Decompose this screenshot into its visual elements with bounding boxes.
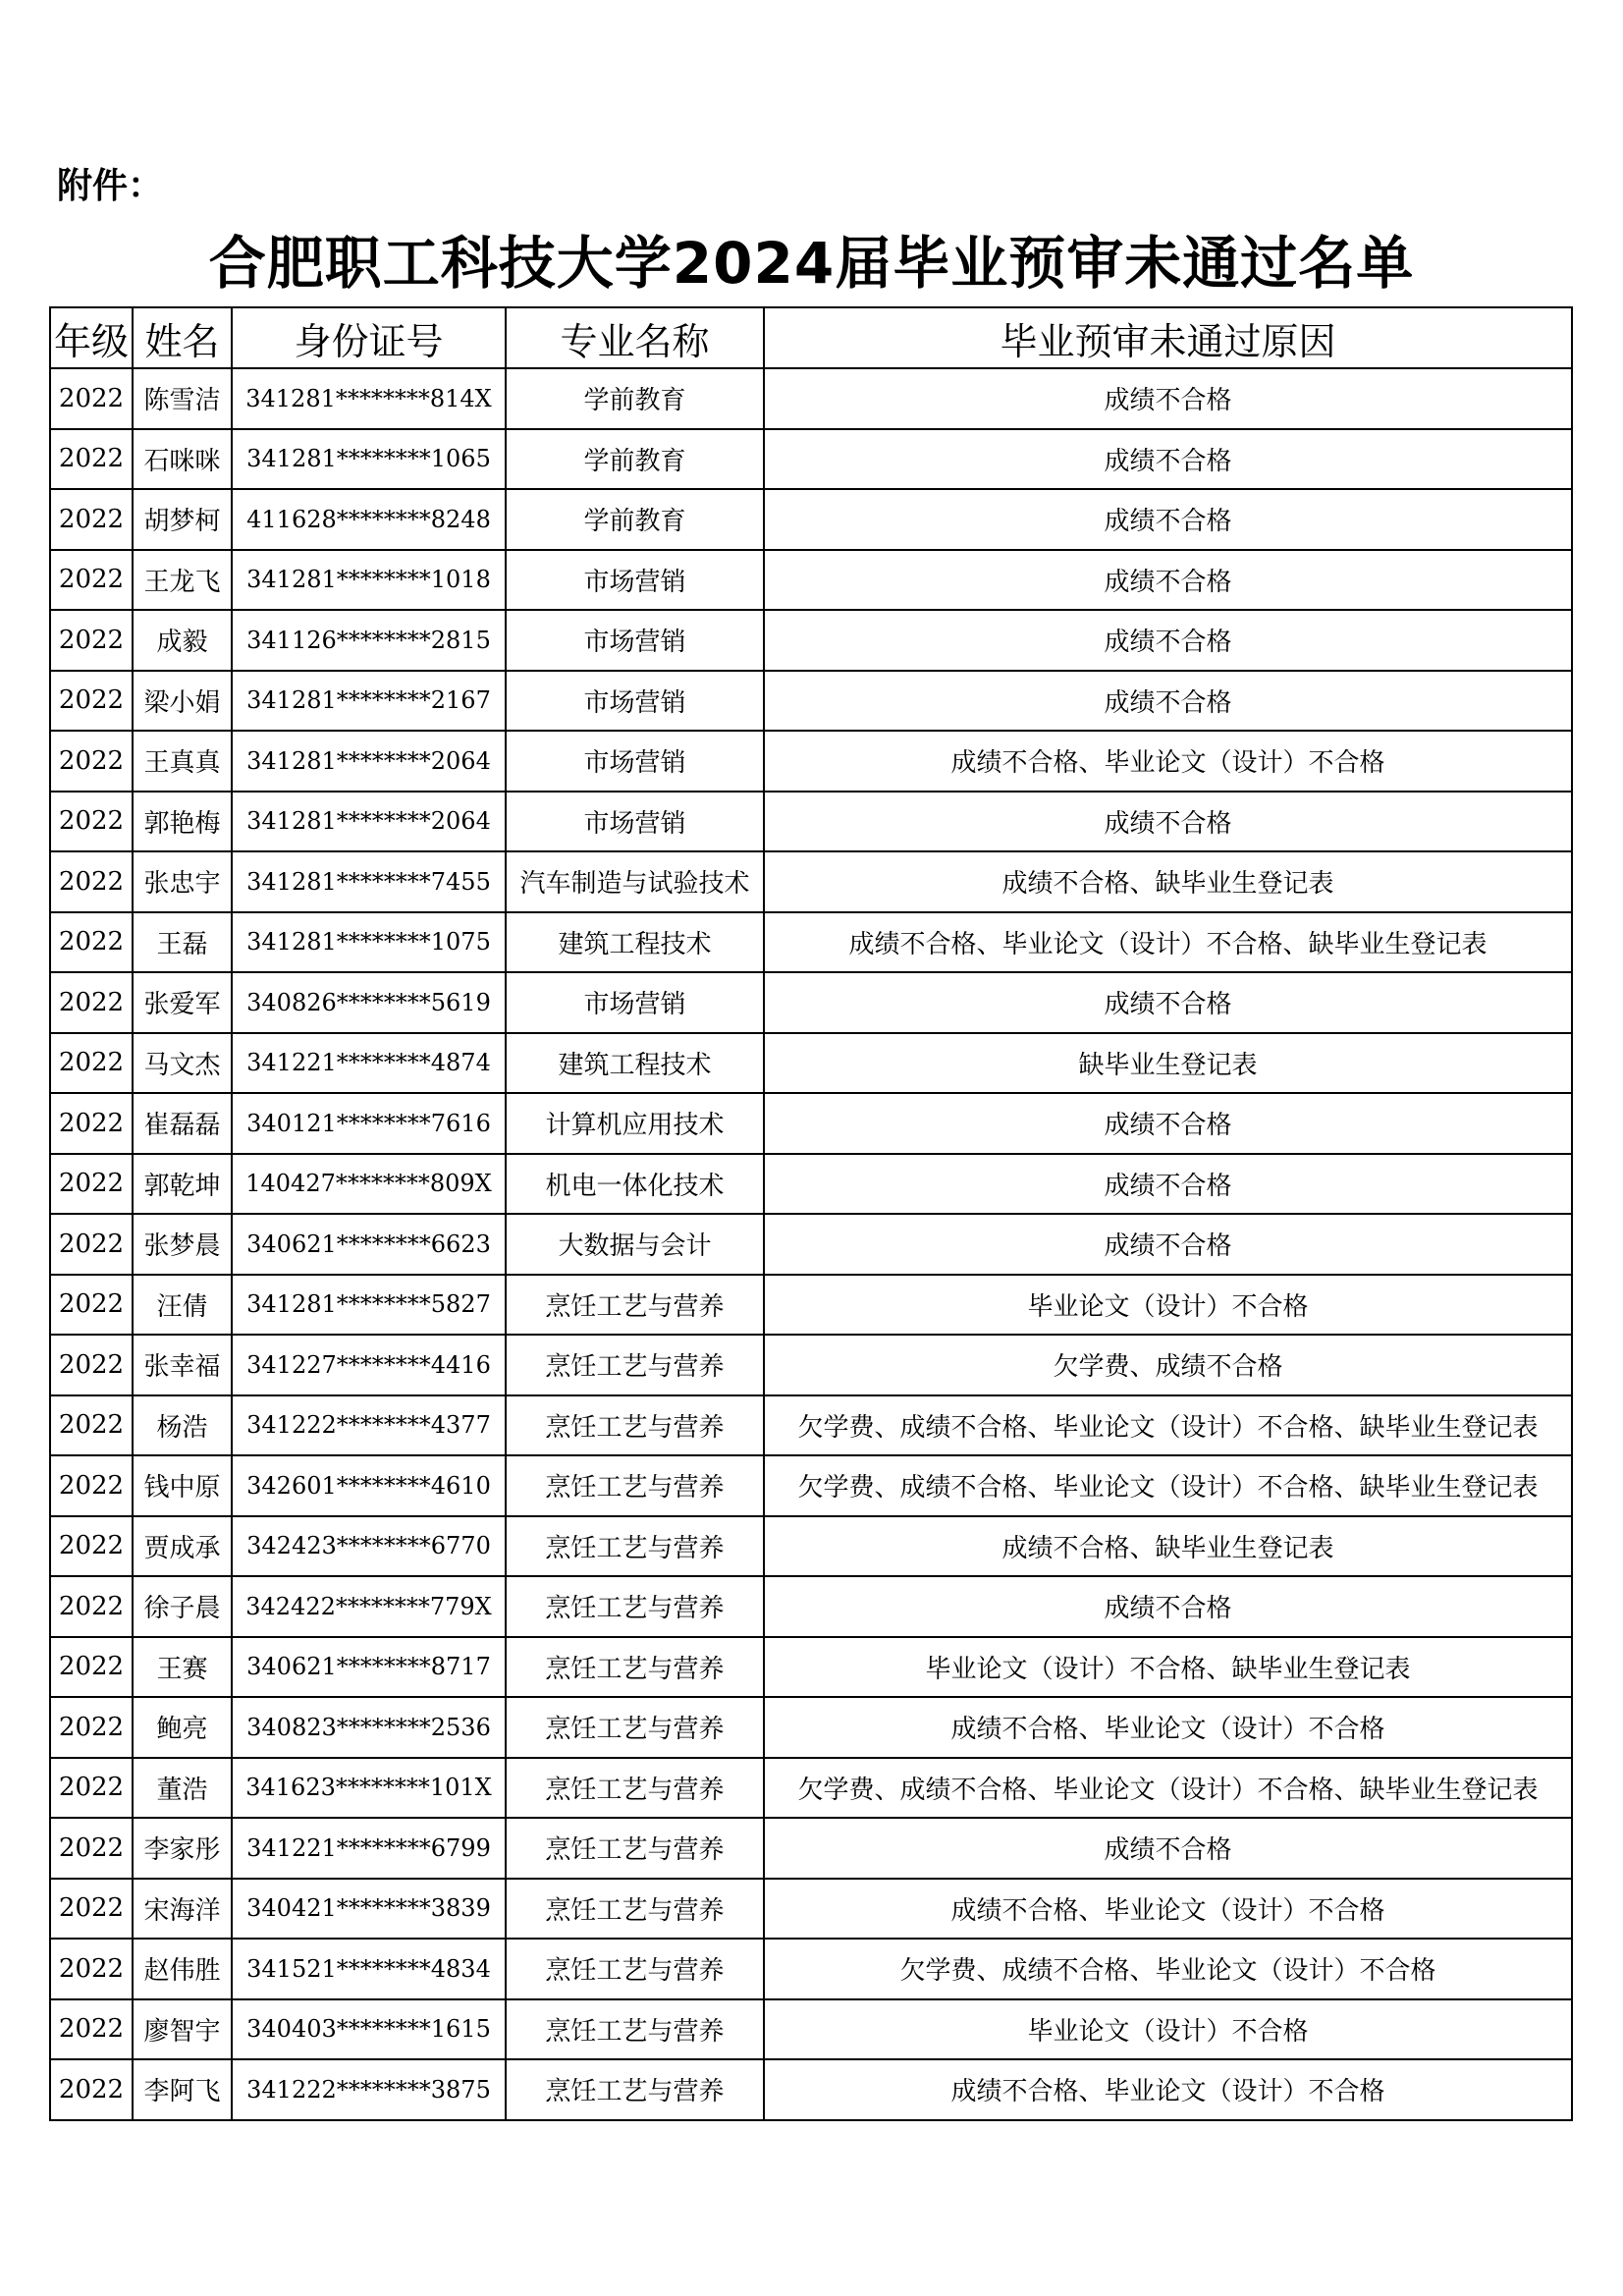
cell-reason: 欠学费、成绩不合格、毕业论文（设计）不合格、缺毕业生登记表	[764, 1395, 1572, 1456]
table-row	[50, 1516, 1572, 1577]
column-header-reason: 毕业预审未通过原因	[764, 307, 1572, 368]
cell-id-number: 341281********1018	[232, 550, 506, 611]
table-row	[50, 1093, 1572, 1154]
cell-reason: 成绩不合格、毕业论文（设计）不合格	[764, 1879, 1572, 1940]
cell-name: 张梦晨	[133, 1214, 232, 1275]
cell-reason: 成绩不合格	[764, 1093, 1572, 1154]
cell-grade: 2022	[50, 1395, 133, 1456]
cell-reason: 成绩不合格、缺毕业生登记表	[764, 851, 1572, 912]
cell-reason: 成绩不合格	[764, 429, 1572, 490]
cell-grade: 2022	[50, 1697, 133, 1758]
table-row	[50, 489, 1572, 550]
cell-name: 董浩	[133, 1758, 232, 1819]
cell-grade: 2022	[50, 610, 133, 671]
cell-grade: 2022	[50, 972, 133, 1033]
cell-grade: 2022	[50, 429, 133, 490]
cell-major: 学前教育	[506, 368, 764, 429]
cell-name: 王真真	[133, 731, 232, 792]
cell-name: 张忠宇	[133, 851, 232, 912]
cell-reason: 欠学费、成绩不合格、毕业论文（设计）不合格	[764, 1939, 1572, 1999]
cell-name: 马文杰	[133, 1033, 232, 1094]
cell-reason: 成绩不合格	[764, 671, 1572, 732]
table-row	[50, 1275, 1572, 1336]
cell-major: 烹饪工艺与营养	[506, 1455, 764, 1516]
cell-grade: 2022	[50, 1758, 133, 1819]
cell-major: 机电一体化技术	[506, 1154, 764, 1215]
table-row	[50, 851, 1572, 912]
cell-grade: 2022	[50, 2059, 133, 2120]
table-row	[50, 972, 1572, 1033]
cell-id-number: 341222********4377	[232, 1395, 506, 1456]
cell-id-number: 140427********809X	[232, 1154, 506, 1215]
cell-reason: 成绩不合格	[764, 550, 1572, 611]
cell-grade: 2022	[50, 851, 133, 912]
cell-reason: 成绩不合格、毕业论文（设计）不合格	[764, 2059, 1572, 2120]
cell-name: 李阿飞	[133, 2059, 232, 2120]
cell-id-number: 341281********7455	[232, 851, 506, 912]
cell-reason: 成绩不合格、毕业论文（设计）不合格	[764, 731, 1572, 792]
cell-major: 市场营销	[506, 671, 764, 732]
cell-name: 徐子晨	[133, 1576, 232, 1637]
cell-id-number: 340121********7616	[232, 1093, 506, 1154]
cell-reason: 成绩不合格	[764, 1154, 1572, 1215]
failed-students-table	[49, 306, 1573, 2121]
cell-reason: 成绩不合格	[764, 792, 1572, 852]
cell-grade: 2022	[50, 1879, 133, 1940]
cell-name: 郭乾坤	[133, 1154, 232, 1215]
table-row	[50, 792, 1572, 852]
cell-name: 成毅	[133, 610, 232, 671]
document-title: 合肥职工科技大学2024届毕业预审未通过名单	[208, 230, 1415, 297]
cell-reason: 成绩不合格、缺毕业生登记表	[764, 1516, 1572, 1577]
table-row	[50, 1335, 1572, 1395]
cell-major: 烹饪工艺与营养	[506, 1275, 764, 1336]
cell-reason: 成绩不合格	[764, 489, 1572, 550]
cell-reason: 缺毕业生登记表	[764, 1033, 1572, 1094]
cell-id-number: 341281********5827	[232, 1275, 506, 1336]
cell-name: 钱中原	[133, 1455, 232, 1516]
cell-major: 市场营销	[506, 610, 764, 671]
cell-name: 石咪咪	[133, 429, 232, 490]
table-header-row	[50, 307, 1572, 368]
column-header-name: 姓名	[133, 307, 232, 368]
table-row	[50, 2059, 1572, 2120]
cell-major: 大数据与会计	[506, 1214, 764, 1275]
cell-reason: 成绩不合格	[764, 1818, 1572, 1879]
cell-grade: 2022	[50, 1093, 133, 1154]
table-row	[50, 1758, 1572, 1819]
table-row	[50, 1455, 1572, 1516]
cell-reason: 成绩不合格	[764, 1214, 1572, 1275]
cell-id-number: 341281********814X	[232, 368, 506, 429]
cell-major: 烹饪工艺与营养	[506, 1637, 764, 1698]
cell-id-number: 341521********4834	[232, 1939, 506, 1999]
cell-reason: 成绩不合格	[764, 1576, 1572, 1637]
cell-id-number: 340621********8717	[232, 1637, 506, 1698]
cell-major: 烹饪工艺与营养	[506, 1758, 764, 1819]
cell-grade: 2022	[50, 1939, 133, 1999]
cell-name: 廖智宇	[133, 1999, 232, 2060]
cell-major: 汽车制造与试验技术	[506, 851, 764, 912]
cell-id-number: 340621********6623	[232, 1214, 506, 1275]
cell-major: 建筑工程技术	[506, 912, 764, 973]
cell-name: 张幸福	[133, 1335, 232, 1395]
column-header-grade: 年级	[50, 307, 133, 368]
cell-major: 烹饪工艺与营养	[506, 1879, 764, 1940]
cell-major: 市场营销	[506, 731, 764, 792]
cell-reason: 成绩不合格	[764, 368, 1572, 429]
cell-id-number: 340421********3839	[232, 1879, 506, 1940]
cell-reason: 成绩不合格、毕业论文（设计）不合格、缺毕业生登记表	[764, 912, 1572, 973]
cell-id-number: 341221********4874	[232, 1033, 506, 1094]
cell-name: 宋海洋	[133, 1879, 232, 1940]
cell-major: 烹饪工艺与营养	[506, 1395, 764, 1456]
cell-grade: 2022	[50, 792, 133, 852]
cell-id-number: 342423********6770	[232, 1516, 506, 1577]
cell-major: 市场营销	[506, 792, 764, 852]
cell-name: 陈雪洁	[133, 368, 232, 429]
table-row	[50, 1033, 1572, 1094]
cell-reason: 毕业论文（设计）不合格、缺毕业生登记表	[764, 1637, 1572, 1698]
cell-reason: 毕业论文（设计）不合格	[764, 1999, 1572, 2060]
table-body	[50, 368, 1572, 2120]
cell-reason: 成绩不合格、毕业论文（设计）不合格	[764, 1697, 1572, 1758]
table-row	[50, 1395, 1572, 1456]
table-row	[50, 1637, 1572, 1698]
table-row	[50, 1697, 1572, 1758]
table-row	[50, 1576, 1572, 1637]
cell-name: 赵伟胜	[133, 1939, 232, 1999]
cell-id-number: 341221********6799	[232, 1818, 506, 1879]
cell-grade: 2022	[50, 1275, 133, 1336]
cell-grade: 2022	[50, 550, 133, 611]
column-header-major: 专业名称	[506, 307, 764, 368]
cell-major: 学前教育	[506, 489, 764, 550]
cell-name: 王赛	[133, 1637, 232, 1698]
cell-id-number: 411628********8248	[232, 489, 506, 550]
cell-grade: 2022	[50, 912, 133, 973]
table-row	[50, 1999, 1572, 2060]
cell-name: 李家彤	[133, 1818, 232, 1879]
cell-name: 郭艳梅	[133, 792, 232, 852]
cell-major: 烹饪工艺与营养	[506, 1516, 764, 1577]
cell-grade: 2022	[50, 1154, 133, 1215]
cell-id-number: 341222********3875	[232, 2059, 506, 2120]
cell-grade: 2022	[50, 1999, 133, 2060]
column-header-id-number: 身份证号	[232, 307, 506, 368]
cell-reason: 毕业论文（设计）不合格	[764, 1275, 1572, 1336]
cell-major: 烹饪工艺与营养	[506, 1335, 764, 1395]
cell-name: 张爱军	[133, 972, 232, 1033]
table-row	[50, 1154, 1572, 1215]
table-row	[50, 1879, 1572, 1940]
table-row	[50, 671, 1572, 732]
cell-reason: 成绩不合格	[764, 610, 1572, 671]
cell-major: 烹饪工艺与营养	[506, 2059, 764, 2120]
cell-name: 王龙飞	[133, 550, 232, 611]
cell-reason: 欠学费、成绩不合格、毕业论文（设计）不合格、缺毕业生登记表	[764, 1758, 1572, 1819]
cell-id-number: 341227********4416	[232, 1335, 506, 1395]
cell-id-number: 341281********1075	[232, 912, 506, 973]
cell-id-number: 341126********2815	[232, 610, 506, 671]
cell-id-number: 340823********2536	[232, 1697, 506, 1758]
cell-name: 崔磊磊	[133, 1093, 232, 1154]
table-row	[50, 610, 1572, 671]
cell-grade: 2022	[50, 1576, 133, 1637]
cell-name: 王磊	[133, 912, 232, 973]
cell-name: 鲍亮	[133, 1697, 232, 1758]
cell-grade: 2022	[50, 1516, 133, 1577]
cell-name: 梁小娟	[133, 671, 232, 732]
table-row	[50, 1214, 1572, 1275]
cell-id-number: 342422********779X	[232, 1576, 506, 1637]
cell-id-number: 342601********4610	[232, 1455, 506, 1516]
cell-grade: 2022	[50, 1214, 133, 1275]
cell-name: 汪倩	[133, 1275, 232, 1336]
cell-grade: 2022	[50, 731, 133, 792]
cell-major: 烹饪工艺与营养	[506, 1697, 764, 1758]
cell-grade: 2022	[50, 1637, 133, 1698]
cell-name: 贾成承	[133, 1516, 232, 1577]
cell-major: 学前教育	[506, 429, 764, 490]
cell-id-number: 340403********1615	[232, 1999, 506, 2060]
attachment-label: 附件：	[57, 166, 164, 206]
cell-id-number: 340826********5619	[232, 972, 506, 1033]
cell-grade: 2022	[50, 368, 133, 429]
cell-id-number: 341281********2167	[232, 671, 506, 732]
table-row	[50, 1939, 1572, 1999]
cell-grade: 2022	[50, 1335, 133, 1395]
cell-major: 建筑工程技术	[506, 1033, 764, 1094]
cell-major: 烹饪工艺与营养	[506, 1576, 764, 1637]
cell-grade: 2022	[50, 1818, 133, 1879]
table-row	[50, 731, 1572, 792]
cell-major: 烹饪工艺与营养	[506, 1939, 764, 1999]
cell-major: 烹饪工艺与营养	[506, 1999, 764, 2060]
cell-grade: 2022	[50, 1455, 133, 1516]
cell-reason: 欠学费、成绩不合格	[764, 1335, 1572, 1395]
cell-id-number: 341281********2064	[232, 792, 506, 852]
cell-id-number: 341623********101X	[232, 1758, 506, 1819]
table-row	[50, 1818, 1572, 1879]
cell-name: 胡梦柯	[133, 489, 232, 550]
table-row	[50, 550, 1572, 611]
cell-major: 市场营销	[506, 972, 764, 1033]
cell-name: 杨浩	[133, 1395, 232, 1456]
cell-reason: 欠学费、成绩不合格、毕业论文（设计）不合格、缺毕业生登记表	[764, 1455, 1572, 1516]
cell-major: 计算机应用技术	[506, 1093, 764, 1154]
cell-major: 市场营销	[506, 550, 764, 611]
cell-grade: 2022	[50, 1033, 133, 1094]
cell-id-number: 341281********2064	[232, 731, 506, 792]
cell-id-number: 341281********1065	[232, 429, 506, 490]
cell-major: 烹饪工艺与营养	[506, 1818, 764, 1879]
cell-grade: 2022	[50, 489, 133, 550]
table-row	[50, 368, 1572, 429]
cell-grade: 2022	[50, 671, 133, 732]
table-row	[50, 429, 1572, 490]
cell-reason: 成绩不合格	[764, 972, 1572, 1033]
table-row	[50, 912, 1572, 973]
